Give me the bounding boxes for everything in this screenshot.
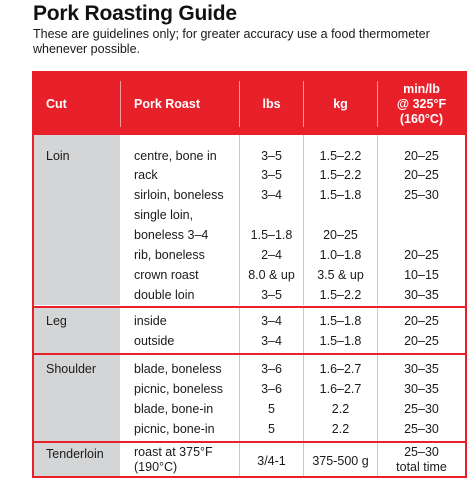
cell-kg: 1.5–1.8: [319, 314, 362, 328]
cell-roast: crown roast: [134, 268, 199, 282]
cell-lbs: 3–4: [261, 334, 282, 348]
cell-min: 25–30: [404, 402, 439, 416]
cell-roast: inside: [134, 314, 167, 328]
header-min-per-lb-line3: (160°C): [399, 111, 444, 126]
table-row: [34, 445, 465, 477]
cell-min: 30–35: [404, 382, 439, 396]
table-row: [34, 379, 465, 399]
cell-kg: 1.6–2.7: [319, 382, 362, 396]
cell-roast: picnic, boneless: [134, 382, 223, 396]
table-row: [34, 165, 465, 185]
header-kg: kg: [333, 97, 348, 111]
cell-min: 25–30: [404, 422, 439, 436]
header-min-per-lb-line2: @ 325°F: [396, 96, 447, 111]
cell-kg: 1.5–2.2: [319, 149, 362, 163]
cell-roast: sirloin, boneless: [134, 188, 224, 202]
cell-min: 20–25: [404, 149, 439, 163]
cut-label-shoulder: Shoulder: [46, 362, 97, 376]
table-row: [34, 205, 465, 225]
cell-min: 25–30: [404, 188, 439, 202]
table-header: [34, 73, 465, 135]
cell-roast: [134, 445, 213, 475]
group-leg: [34, 308, 465, 353]
cell-kg: 2.2: [331, 402, 350, 416]
cell-min: [378, 445, 465, 475]
cell-roast: boneless 3–4: [134, 228, 209, 242]
cell-lbs: 2–4: [261, 248, 282, 262]
cell-kg: 375-500 g: [312, 454, 369, 468]
table-row: [34, 225, 465, 245]
table-row: [34, 419, 465, 439]
table-row: [34, 265, 465, 285]
cell-lbs: 8.0 & up: [248, 268, 295, 282]
cell-roast: rib, boneless: [134, 248, 205, 262]
table-row: [34, 185, 465, 205]
table-row: [34, 245, 465, 265]
cell-min: 20–25: [404, 334, 439, 348]
cell-lbs: 3–5: [261, 149, 282, 163]
cell-lbs: 1.5–1.8: [250, 228, 293, 242]
table-row: [34, 331, 465, 351]
cell-kg: 1.0–1.8: [319, 248, 362, 262]
table-row: [34, 359, 465, 379]
header-min-per-lb-line1: min/lb: [403, 81, 440, 96]
cut-label-loin: Loin: [46, 149, 70, 163]
cell-kg: 1.5–2.2: [319, 168, 362, 182]
cell-lbs: 3–5: [261, 288, 282, 302]
cell-min: 20–25: [404, 248, 439, 262]
header-min-per-lb: [378, 73, 465, 135]
cell-lbs: 5: [268, 422, 275, 436]
cell-roast: centre, bone in: [134, 149, 217, 163]
group-loin: [34, 135, 465, 305]
cell-min-line1: 25–30: [404, 445, 439, 459]
cell-roast: blade, boneless: [134, 362, 222, 376]
header-pork-roast: Pork Roast: [134, 97, 200, 111]
cut-label-tenderloin: Tenderloin: [46, 447, 104, 461]
cell-min: 30–35: [404, 288, 439, 302]
cell-roast: outside: [134, 334, 175, 348]
table-row: [34, 311, 465, 331]
cell-roast: picnic, bone-in: [134, 422, 215, 436]
cell-lbs: 3–5: [261, 168, 282, 182]
cell-roast: single loin,: [134, 208, 194, 222]
group-tenderloin: [34, 443, 465, 478]
cell-lbs: 3–6: [261, 382, 282, 396]
group-shoulder: [34, 355, 465, 441]
header-lbs: lbs: [262, 97, 281, 111]
cell-roast: double loin: [134, 288, 195, 302]
cell-kg: 1.5–1.8: [319, 334, 362, 348]
cell-roast: blade, bone-in: [134, 402, 214, 416]
cell-lbs: 3/4-1: [257, 454, 286, 468]
cell-min: 10–15: [404, 268, 439, 282]
cell-lbs: 3–4: [261, 314, 282, 328]
cell-kg: 1.5–1.8: [319, 188, 362, 202]
cell-roast: rack: [134, 168, 158, 182]
cell-roast-line1: roast at 375°F: [134, 445, 213, 459]
cell-kg: 3.5 & up: [317, 268, 364, 282]
header-cut: Cut: [46, 97, 67, 111]
cell-lbs: 5: [268, 402, 275, 416]
cell-min: 20–25: [404, 314, 439, 328]
cell-kg: 1.6–2.7: [319, 362, 362, 376]
cell-lbs: 3–4: [261, 188, 282, 202]
page-title: Pork Roasting Guide: [33, 2, 237, 25]
cell-roast-line2: (190°C): [134, 460, 178, 474]
cell-kg: 2.2: [331, 422, 350, 436]
roasting-table: [32, 71, 467, 478]
cell-min: 30–35: [404, 362, 439, 376]
table-row: [34, 399, 465, 419]
cell-kg: 1.5–2.2: [319, 288, 362, 302]
cell-lbs: 3–6: [261, 362, 282, 376]
cut-label-leg: Leg: [46, 314, 67, 328]
table-row: [34, 285, 465, 305]
cell-min: 20–25: [404, 168, 439, 182]
cell-min-line2: total time: [396, 460, 447, 474]
page-subtitle: These are guidelines only; for greater accuracy use a food thermometer whenever possible.: [33, 27, 430, 56]
cell-kg: 20–25: [323, 228, 358, 242]
table-row: [34, 146, 465, 166]
